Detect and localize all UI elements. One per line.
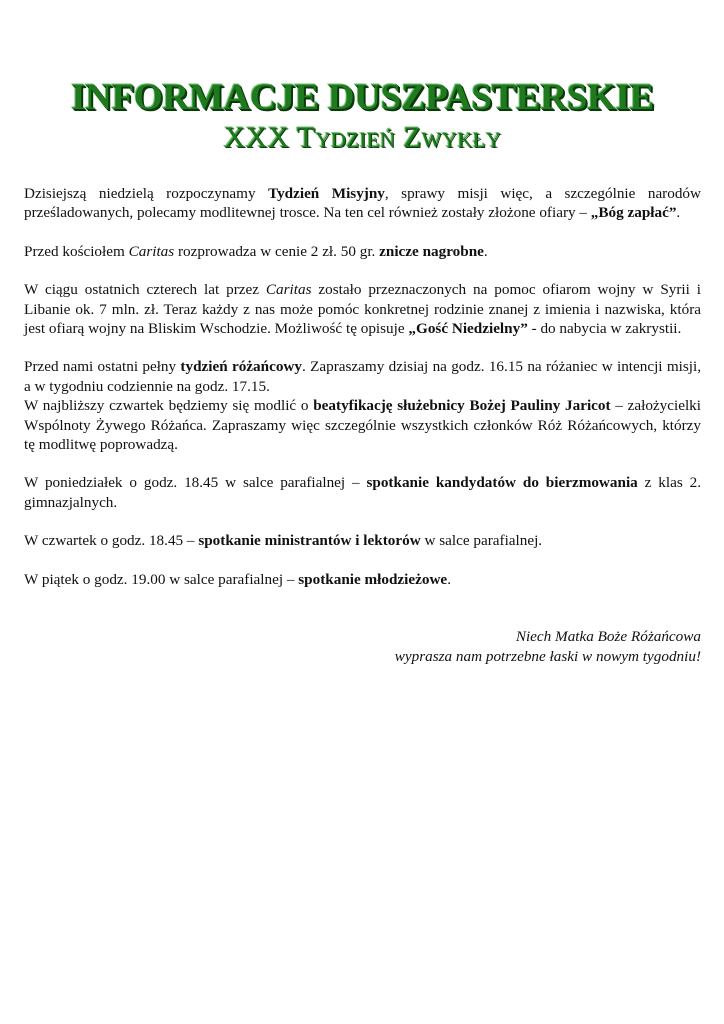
mission-week-highlight: Tydzień Misyjny xyxy=(268,185,385,202)
announcement-beatification: W najbliższy czwartek będziemy się modlić o beatyfikację służebnicy Bożej Pauliny Jaricot – założycielki Wspólnoty Żywego Różańca. Zapraszamy więc szczególnie wszystkich członków Róż Różańcowych, którzy tę modlitwę poprowadzą. xyxy=(24,397,701,454)
confirmation-highlight: spotkanie kandydatów do bierzmowania xyxy=(366,474,638,492)
beatification-highlight: beatyfikację służebnicy Bożej Pauliny Jaricot xyxy=(313,397,611,415)
caritas-name: Caritas xyxy=(265,281,312,299)
youth-meeting-highlight: spotkanie młodzieżowe xyxy=(298,570,448,588)
thanks-highlight: „Bóg zapłać” xyxy=(590,204,677,222)
announcement-rosary-week: Przed nami ostatni pełny tydzień różańcowy. Zapraszamy dzisiaj na godz. 16.15 na różaniec w intencji misji, a w tygodniu codziennie na godz. 17.15. xyxy=(24,358,702,395)
page-subtitle: XXX Tydzień Zwykły xyxy=(223,121,502,154)
caritas-name: Caritas xyxy=(128,242,175,260)
closing-line-2: wyprasza nam potrzebne łaski w nowym tygodniu! xyxy=(394,647,701,665)
closing-line-1: Niech Matka Boże Różańcowa xyxy=(515,628,701,646)
announcement-syria-aid: W ciągu ostatnich czterech lat przez Caritas zostało przeznaczonych na pomoc ofiarom wojny w Syrii i Libanie ok. 7 mln. zł. Teraz każdy z nas może pomóc konkretnej rodzinie znanej z imienia i nazwiska, która jest ofiarą wojny na Bliskim Wschodzie. Możliwość tę opisuje „Gość Niedzielny” - do nabycia w zakrystii. xyxy=(24,281,701,338)
page-title: INFORMACJE DUSZPASTERSKIE xyxy=(71,77,654,118)
altar-servers-highlight: spotkanie ministrantów i lektorów xyxy=(198,532,421,550)
rosary-week-highlight: tydzień różańcowy xyxy=(180,358,302,376)
announcement-altar-servers: W czwartek o godz. 18.45 – spotkanie ministrantów i lektorów w salce parafialnej. xyxy=(24,532,543,550)
bulletin-page xyxy=(24,78,701,666)
closing-blessing xyxy=(24,627,701,666)
announcement-mission-week: Dzisiejszą niedzielą rozpoczynamy Tydzień Misyjny, sprawy misji więc, a szczególnie narodów prześladowanych, polecamy modlitewnej trosce. Na ten cel również zostały złożone ofiary – „Bóg zapłać”. xyxy=(24,185,701,222)
candles-highlight: znicze nagrobne xyxy=(379,242,484,260)
announcement-confirmation: W poniedziałek o godz. 18.45 w salce parafialnej – spotkanie kandydatów do bierzmowania z klas 2. gimnazjalnych. xyxy=(24,474,701,511)
announcements xyxy=(24,184,701,589)
announcement-candles: Przed kościołem Caritas rozprowadza w cenie 2 zł. 50 gr. znicze nagrobne. xyxy=(24,242,488,260)
announcement-youth-meeting: W piątek o godz. 19.00 w salce parafialnej – spotkanie młodzieżowe. xyxy=(24,570,451,588)
gosc-niedzielny-highlight: „Gość Niedzielny” xyxy=(408,320,528,338)
